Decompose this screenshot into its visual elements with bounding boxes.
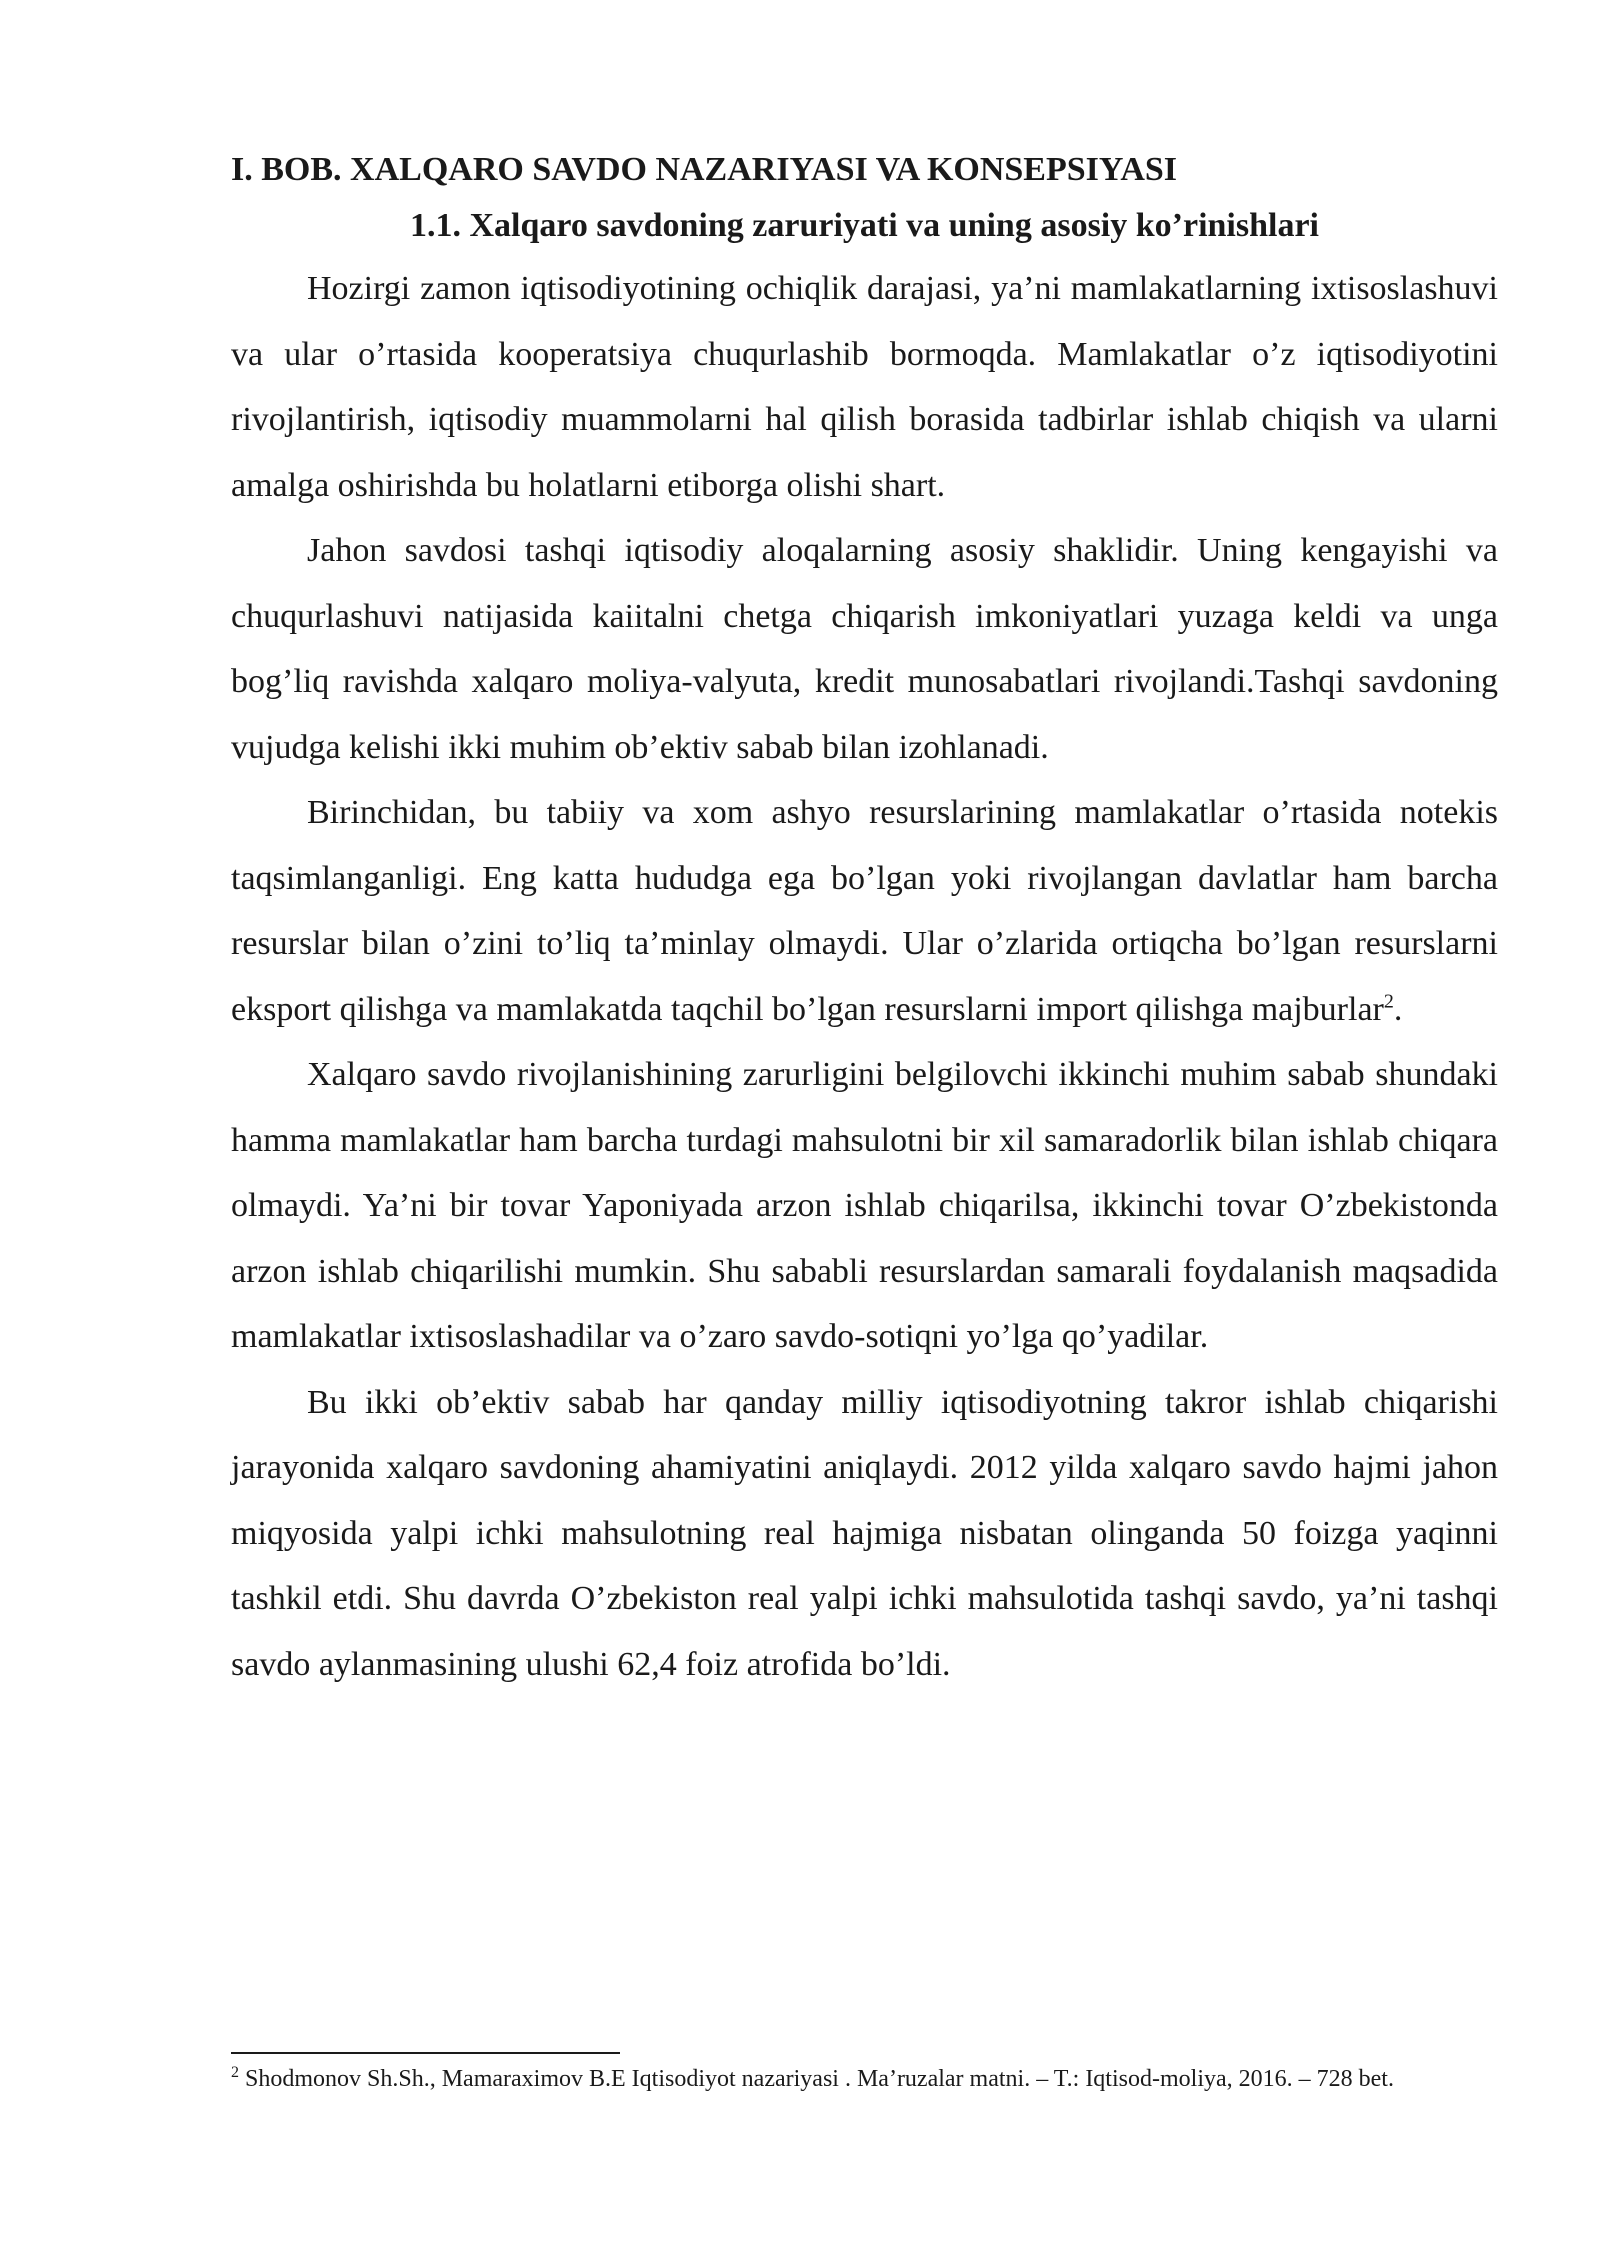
document-page xyxy=(231,150,1498,1697)
footnote-marker: 2 xyxy=(231,2064,239,2081)
paragraph-1: Hozirgi zamon iqtisodiyotining ochiqlik darajasi, ya’ni mamlakatlarning ixtisoslashuvi va ular o’rtasida kooperatsiya chuqurlashib bormoqda. Mamlakatlar o’z iqtisodiyotini rivojlantirish, iqtisodiy muammolarni hal qilish borasida tadbirlar ishlab chiqish va ularni amalga oshirishda bu holatlarni etiborga olishi shart. xyxy=(231,270,1498,504)
paragraph-3 xyxy=(231,780,1498,1042)
paragraph-4: Xalqaro savdo rivojlanishining zarurligini belgilovchi ikkinchi muhim sabab shundaki hamma mamlakatlar ham barcha turdagi mahsulotni bir xil samaradorlik bilan ishlab chiqara olmaydi. Ya’ni bir tovar Yaponiyada arzon ishlab chiqarilsa, ikkinchi tovar O’zbekistonda arzon ishlab chiqarilishi mumkin. Shu sababli resurslardan samarali foydalanish maqsadida mamlakatlar ixtisoslashadilar va o’zaro savdo-sotiqni yo’lga qo’yadilar. xyxy=(231,1056,1498,1355)
paragraph-3-text: Birinchidan, bu tabiiy va xom ashyo resurslarining mamlakatlar o’rtasida notekis taqsimlanganligi. Eng katta hududga ega bo’lgan yoki rivojlangan davlatlar ham barcha resurslar bilan o’zini to’liq ta’minlay olmaydi. Ular o’zlarida ortiqcha bo’lgan resurslarni eksport qilishga va mamlakatda taqchil bo’lgan resurslarni import qilishga majburlar xyxy=(231,794,1498,1028)
footnote-reference[interactable]: 2 xyxy=(1383,990,1394,1013)
chapter-title: I. BOB. XALQARO SAVDO NAZARIYASI VA KONSEPSIYASI xyxy=(231,151,1178,188)
paragraph-2: Jahon savdosi tashqi iqtisodiy aloqalarning asosiy shaklidir. Uning kengayishi va chuqurlashuvi natijasida kaiitalni chetga chiqarish imkoniyatlari yuzaga keldi va unga bog’liq ravishda xalqaro moliya-valyuta, kredit munosabatlari rivojlandi.Tashqi savdoning vujudga kelishi ikki muhim ob’ektiv sabab bilan izohlanadi. xyxy=(231,532,1498,766)
paragraph-3-period: . xyxy=(1393,990,1403,1028)
footnote-text: Shodmonov Sh.Sh., Mamaraximov B.E Iqtisodiyot nazariyasi . Ma’ruzalar matni. – T.: Iqtisod-moliya, 2016. – 728 bet. xyxy=(239,2066,1394,2092)
footnote xyxy=(231,2062,1498,2096)
paragraph-5: Bu ikki ob’ektiv sabab har qanday milliy iqtisodiyotning takror ishlab chiqarishi jarayonida xalqaro savdoning ahamiyatini aniqlaydi. 2012 yilda xalqaro savdo hajmi jahon miqyosida yalpi ichki mahsulotning real hajmiga nisbatan olinganda 50 foizga yaqinni tashkil etdi. Shu davrda O’zbekiston real yalpi ichki mahsulotida tashqi savdo, ya’ni tashqi savdo aylanmasining ulushi 62,4 foiz atrofida bo’ldi. xyxy=(231,1383,1498,1683)
footnote-separator xyxy=(231,2052,620,2054)
section-title: 1.1. Xalqaro savdoning zaruriyati va uning asosiy ko’rinishlari xyxy=(409,207,1320,244)
